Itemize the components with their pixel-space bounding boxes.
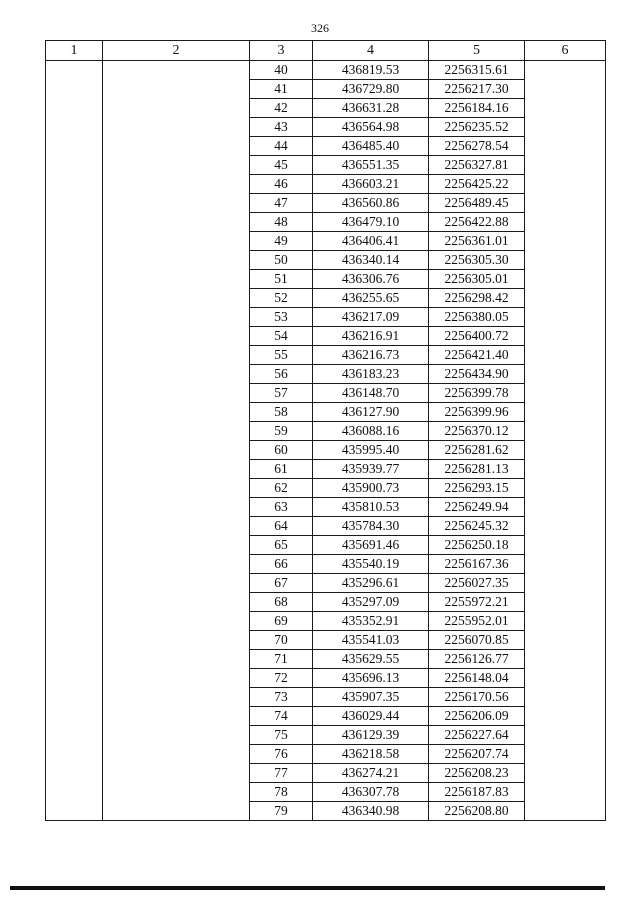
point-number-cell: 48	[250, 213, 313, 232]
point-number-cell: 69	[250, 612, 313, 631]
y-coordinate-cell: 2256278.54	[429, 137, 525, 156]
y-coordinate-cell: 2256399.78	[429, 384, 525, 403]
x-coordinate-cell: 436216.73	[313, 346, 429, 365]
point-number-cell: 64	[250, 517, 313, 536]
y-coordinate-cell: 2256250.18	[429, 536, 525, 555]
x-coordinate-cell: 435696.13	[313, 669, 429, 688]
x-coordinate-cell: 435939.77	[313, 460, 429, 479]
point-number-cell: 60	[250, 441, 313, 460]
y-coordinate-cell: 2256235.52	[429, 118, 525, 137]
point-number-cell: 54	[250, 327, 313, 346]
header-row	[46, 41, 606, 61]
point-number-cell: 43	[250, 118, 313, 137]
point-number-cell: 79	[250, 802, 313, 821]
y-coordinate-cell: 2256399.96	[429, 403, 525, 422]
y-coordinate-cell: 2256281.13	[429, 460, 525, 479]
x-coordinate-cell: 436029.44	[313, 707, 429, 726]
y-coordinate-cell: 2256489.45	[429, 194, 525, 213]
x-coordinate-cell: 436129.39	[313, 726, 429, 745]
x-coordinate-cell: 435541.03	[313, 631, 429, 650]
x-coordinate-cell: 436603.21	[313, 175, 429, 194]
x-coordinate-cell: 436340.98	[313, 802, 429, 821]
point-number-cell: 75	[250, 726, 313, 745]
x-coordinate-cell: 435900.73	[313, 479, 429, 498]
y-coordinate-cell: 2256148.04	[429, 669, 525, 688]
y-coordinate-cell: 2256293.15	[429, 479, 525, 498]
column-header-2: 2	[103, 41, 250, 61]
x-coordinate-cell: 436148.70	[313, 384, 429, 403]
y-coordinate-cell: 2256315.61	[429, 61, 525, 80]
y-coordinate-cell: 2256208.23	[429, 764, 525, 783]
point-number-cell: 72	[250, 669, 313, 688]
point-number-cell: 73	[250, 688, 313, 707]
column-2-cell	[103, 61, 250, 821]
bottom-rule	[10, 886, 605, 890]
point-number-cell: 62	[250, 479, 313, 498]
column-1-cell	[46, 61, 103, 821]
x-coordinate-cell: 436729.80	[313, 80, 429, 99]
point-number-cell: 65	[250, 536, 313, 555]
y-coordinate-cell: 2256434.90	[429, 365, 525, 384]
x-coordinate-cell: 436485.40	[313, 137, 429, 156]
point-number-cell: 68	[250, 593, 313, 612]
y-coordinate-cell: 2256422.88	[429, 213, 525, 232]
y-coordinate-cell: 2256361.01	[429, 232, 525, 251]
point-number-cell: 56	[250, 365, 313, 384]
x-coordinate-cell: 435810.53	[313, 498, 429, 517]
y-coordinate-cell: 2256305.30	[429, 251, 525, 270]
x-coordinate-cell: 436340.14	[313, 251, 429, 270]
y-coordinate-cell: 2256184.16	[429, 99, 525, 118]
x-coordinate-cell: 436631.28	[313, 99, 429, 118]
y-coordinate-cell: 2256207.74	[429, 745, 525, 764]
x-coordinate-cell: 436551.35	[313, 156, 429, 175]
x-coordinate-cell: 436560.86	[313, 194, 429, 213]
y-coordinate-cell: 2256380.05	[429, 308, 525, 327]
column-6-cell	[525, 61, 606, 821]
x-coordinate-cell: 435297.09	[313, 593, 429, 612]
y-coordinate-cell: 2256400.72	[429, 327, 525, 346]
column-header-5: 5	[429, 41, 525, 61]
point-number-cell: 41	[250, 80, 313, 99]
x-coordinate-cell: 436183.23	[313, 365, 429, 384]
x-coordinate-cell: 436218.58	[313, 745, 429, 764]
point-number-cell: 61	[250, 460, 313, 479]
y-coordinate-cell: 2256027.35	[429, 574, 525, 593]
y-coordinate-cell: 2256208.80	[429, 802, 525, 821]
point-number-cell: 40	[250, 61, 313, 80]
y-coordinate-cell: 2256249.94	[429, 498, 525, 517]
y-coordinate-cell: 2256245.32	[429, 517, 525, 536]
y-coordinate-cell: 2256227.64	[429, 726, 525, 745]
y-coordinate-cell: 2256298.42	[429, 289, 525, 308]
y-coordinate-cell: 2256206.09	[429, 707, 525, 726]
y-coordinate-cell: 2256421.40	[429, 346, 525, 365]
y-coordinate-cell: 2256187.83	[429, 783, 525, 802]
y-coordinate-cell: 2256425.22	[429, 175, 525, 194]
y-coordinate-cell: 2256170.56	[429, 688, 525, 707]
point-number-cell: 78	[250, 783, 313, 802]
y-coordinate-cell: 2256281.62	[429, 441, 525, 460]
x-coordinate-cell: 435296.61	[313, 574, 429, 593]
point-number-cell: 70	[250, 631, 313, 650]
point-number-cell: 58	[250, 403, 313, 422]
point-number-cell: 47	[250, 194, 313, 213]
x-coordinate-cell: 436564.98	[313, 118, 429, 137]
column-header-4: 4	[313, 41, 429, 61]
point-number-cell: 50	[250, 251, 313, 270]
point-number-cell: 67	[250, 574, 313, 593]
x-coordinate-cell: 436217.09	[313, 308, 429, 327]
x-coordinate-cell: 435995.40	[313, 441, 429, 460]
x-coordinate-cell: 435540.19	[313, 555, 429, 574]
y-coordinate-cell: 2256370.12	[429, 422, 525, 441]
point-number-cell: 51	[250, 270, 313, 289]
x-coordinate-cell: 436088.16	[313, 422, 429, 441]
point-number-cell: 52	[250, 289, 313, 308]
x-coordinate-cell: 436819.53	[313, 61, 429, 80]
y-coordinate-cell: 2255952.01	[429, 612, 525, 631]
point-number-cell: 76	[250, 745, 313, 764]
point-number-cell: 59	[250, 422, 313, 441]
y-coordinate-cell: 2256217.30	[429, 80, 525, 99]
x-coordinate-cell: 436406.41	[313, 232, 429, 251]
x-coordinate-cell: 435907.35	[313, 688, 429, 707]
y-coordinate-cell: 2256167.36	[429, 555, 525, 574]
point-number-cell: 71	[250, 650, 313, 669]
table-row	[46, 61, 606, 80]
y-coordinate-cell: 2256305.01	[429, 270, 525, 289]
point-number-cell: 55	[250, 346, 313, 365]
y-coordinate-cell: 2255972.21	[429, 593, 525, 612]
x-coordinate-cell: 436307.78	[313, 783, 429, 802]
y-coordinate-cell: 2256327.81	[429, 156, 525, 175]
point-number-cell: 66	[250, 555, 313, 574]
x-coordinate-cell: 435784.30	[313, 517, 429, 536]
coordinates-table	[45, 40, 606, 821]
x-coordinate-cell: 436127.90	[313, 403, 429, 422]
x-coordinate-cell: 435352.91	[313, 612, 429, 631]
x-coordinate-cell: 436274.21	[313, 764, 429, 783]
table-body	[46, 61, 606, 821]
point-number-cell: 49	[250, 232, 313, 251]
column-header-6: 6	[525, 41, 606, 61]
point-number-cell: 57	[250, 384, 313, 403]
point-number-cell: 42	[250, 99, 313, 118]
x-coordinate-cell: 436479.10	[313, 213, 429, 232]
column-header-1: 1	[46, 41, 103, 61]
point-number-cell: 63	[250, 498, 313, 517]
page-number: 326	[311, 21, 329, 35]
point-number-cell: 77	[250, 764, 313, 783]
x-coordinate-cell: 435629.55	[313, 650, 429, 669]
point-number-cell: 53	[250, 308, 313, 327]
x-coordinate-cell: 436216.91	[313, 327, 429, 346]
y-coordinate-cell: 2256070.85	[429, 631, 525, 650]
x-coordinate-cell: 435691.46	[313, 536, 429, 555]
column-header-3: 3	[250, 41, 313, 61]
x-coordinate-cell: 436306.76	[313, 270, 429, 289]
point-number-cell: 74	[250, 707, 313, 726]
point-number-cell: 46	[250, 175, 313, 194]
table-header	[46, 41, 606, 61]
x-coordinate-cell: 436255.65	[313, 289, 429, 308]
y-coordinate-cell: 2256126.77	[429, 650, 525, 669]
point-number-cell: 45	[250, 156, 313, 175]
point-number-cell: 44	[250, 137, 313, 156]
